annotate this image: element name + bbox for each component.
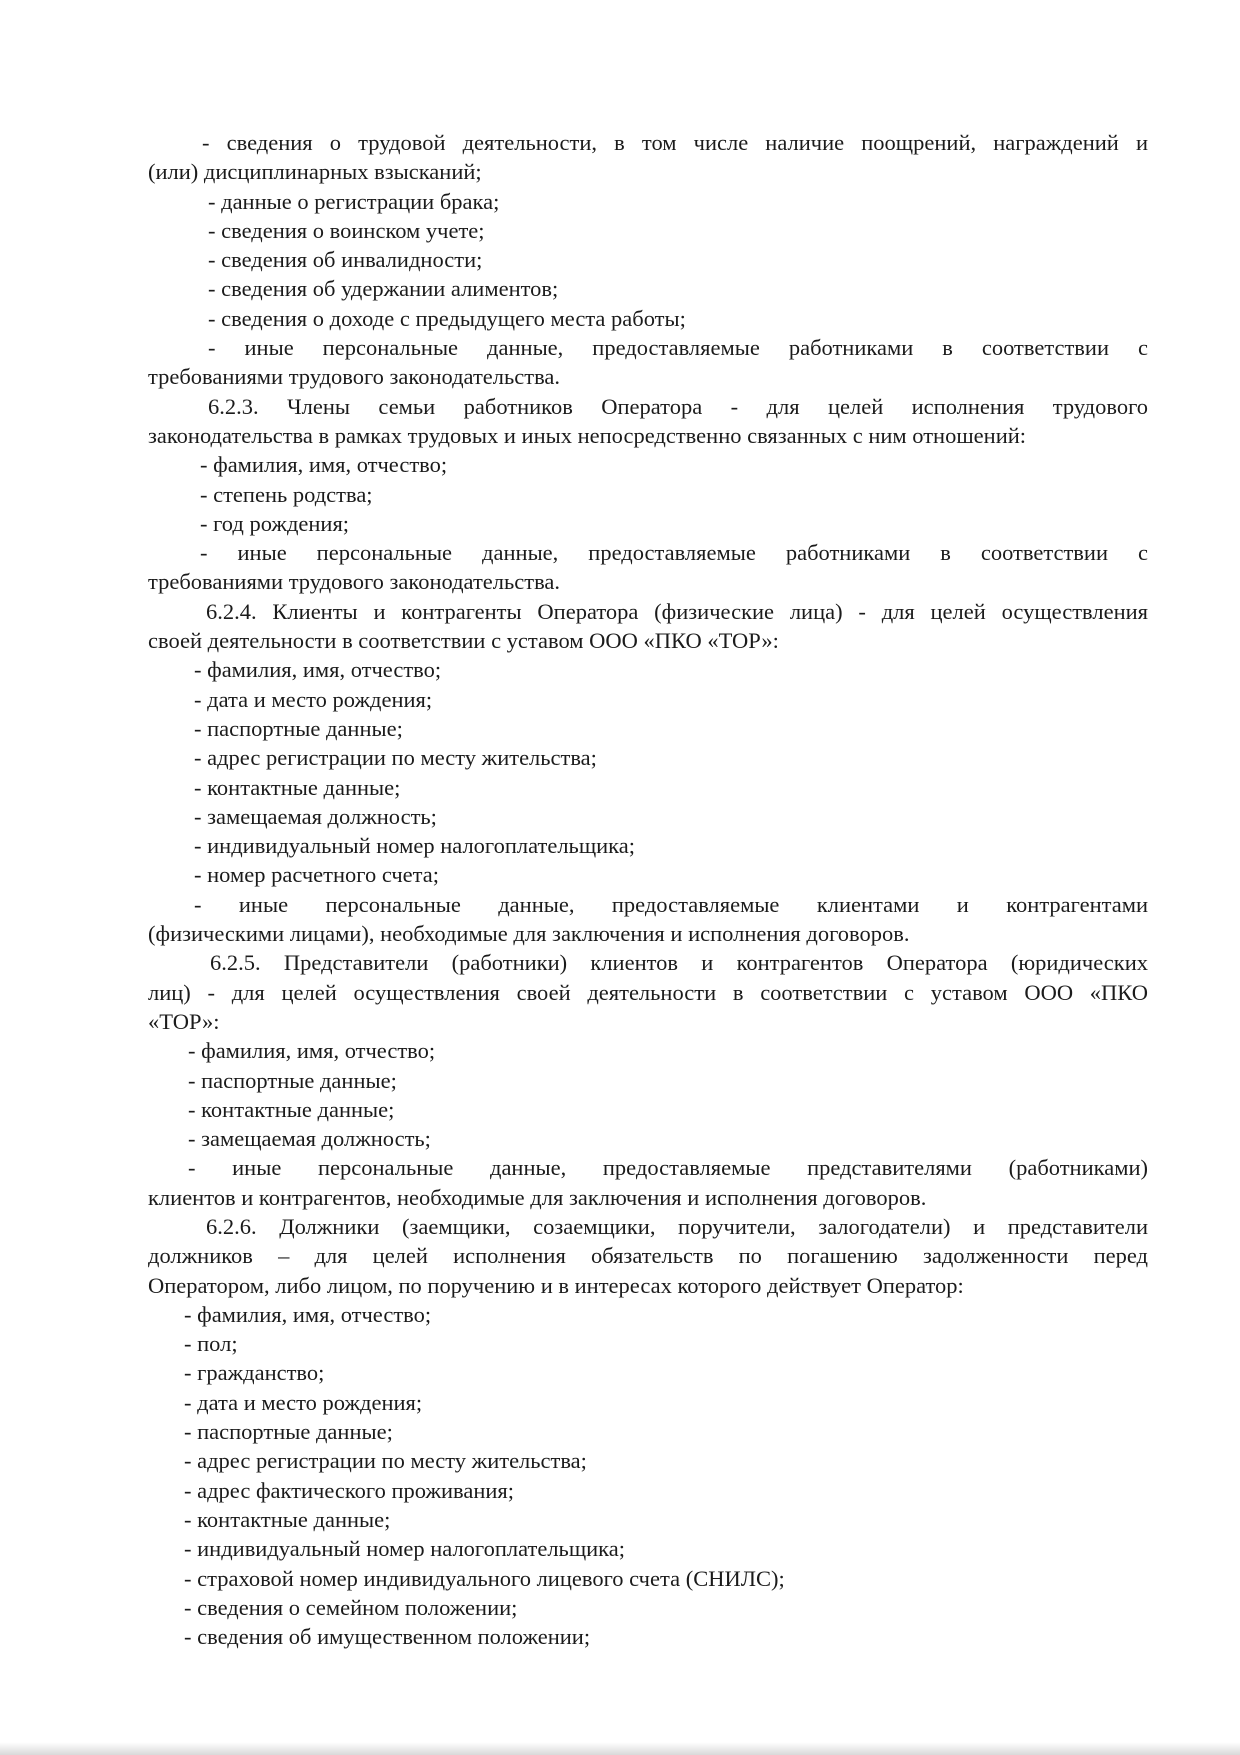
text-line: клиентов и контрагентов, необходимые для заключения и исполнения договоров. — [148, 1184, 927, 1210]
section-heading-6-2-4: 6.2.4. Клиенты и контрагенты Оператора (физические лица) - для целей осуществления — [206, 598, 1148, 624]
list-item: - год рождения; — [200, 510, 350, 536]
text-line: требованиями трудового законодательства. — [148, 569, 561, 595]
list-item: - дата и место рождения; — [194, 686, 433, 712]
text-line: «ТОР»: — [148, 1008, 220, 1034]
list-item: - сведения об удержании алиментов; — [208, 276, 559, 302]
list-item: - контактные данные; — [188, 1096, 395, 1122]
list-item: - адрес фактического проживания; — [184, 1477, 515, 1503]
scan-edge — [0, 1742, 1240, 1755]
list-item: - адрес регистрации по месту жительства; — [184, 1448, 587, 1474]
section-heading-6-2-5: 6.2.5. Представители (работники) клиентов и контрагентов Оператора (юридических — [210, 950, 1148, 976]
text-line: - сведения о трудовой деятельности, в том числе наличие поощрений, награждений и — [202, 130, 1148, 155]
section-heading-6-2-3: 6.2.3. Члены семьи работников Оператора - для целей исполнения трудового — [208, 393, 1148, 419]
list-item: - номер расчетного счета; — [194, 862, 440, 888]
list-item: - фамилия, имя, отчество; — [188, 1038, 436, 1064]
list-item: - паспортные данные; — [184, 1419, 393, 1445]
list-item: - дата и место рождения; — [184, 1389, 423, 1415]
list-item: - контактные данные; — [184, 1506, 391, 1532]
list-item: - фамилия, имя, отчество; — [200, 452, 448, 478]
list-item: - сведения о доходе с предыдущего места работы; — [208, 305, 686, 331]
list-item: - степень родства; — [200, 481, 373, 507]
text-line: своей деятельности в соответствии с уставом ООО «ПКО «ТОР»: — [148, 628, 779, 654]
section-heading-6-2-6: 6.2.6. Должники (заемщики, созаемщики, поручители, залогодатели) и представители — [206, 1213, 1148, 1239]
list-item: - данные о регистрации брака; — [208, 188, 500, 214]
list-item: - сведения о семейном положении; — [184, 1594, 518, 1620]
list-item: - замещаемая должность; — [188, 1126, 431, 1152]
list-item: - индивидуальный номер налогоплательщика; — [194, 833, 636, 859]
list-item: - иные персональные данные, предоставляемые клиентами и контрагентами — [194, 891, 1148, 917]
list-item: - иные персональные данные, предоставляемые работниками в соответствии с — [200, 540, 1148, 566]
text-line: (физическими лицами), необходимые для заключения и исполнения договоров. — [148, 921, 910, 947]
text-line: Оператором, либо лицом, по поручению и в интересах которого действует Оператор: — [148, 1272, 964, 1298]
list-item: - фамилия, имя, отчество; — [184, 1301, 432, 1327]
list-item: - сведения о воинском учете; — [208, 217, 485, 243]
list-item: - сведения об имущественном положении; — [184, 1624, 591, 1650]
list-item: - контактные данные; — [194, 774, 401, 800]
text-line: (или) дисциплинарных взысканий; — [148, 159, 482, 185]
list-item: - фамилия, имя, отчество; — [194, 657, 442, 683]
list-item: - адрес регистрации по месту жительства; — [194, 745, 597, 771]
text-line: законодательства в рамках трудовых и иных непосредственно связанных с ним отношений: — [148, 422, 1027, 448]
list-item: - паспортные данные; — [194, 715, 403, 741]
list-item: - паспортные данные; — [188, 1067, 397, 1093]
list-item: - иные персональные данные, предоставляемые работниками в соответствии с — [208, 335, 1148, 361]
list-item: - иные персональные данные, предоставляемые представителями (работниками) — [188, 1155, 1148, 1181]
list-item: - пол; — [184, 1331, 238, 1357]
list-item: - сведения об инвалидности; — [208, 247, 483, 273]
text-line: требованиями трудового законодательства. — [148, 364, 561, 390]
list-item: - страховой номер индивидуального лицевого счета (СНИЛС); — [184, 1565, 785, 1591]
document-body — [148, 128, 1148, 1651]
text-line: должников – для целей исполнения обязательств по погашению задолженности перед — [148, 1243, 1148, 1269]
list-item: - индивидуальный номер налогоплательщика; — [184, 1536, 626, 1562]
list-item: - замещаемая должность; — [194, 803, 437, 829]
text-line: лиц) - для целей осуществления своей деятельности в соответствии с уставом ООО «ПКО — [148, 979, 1148, 1005]
list-item: - гражданство; — [184, 1360, 325, 1386]
